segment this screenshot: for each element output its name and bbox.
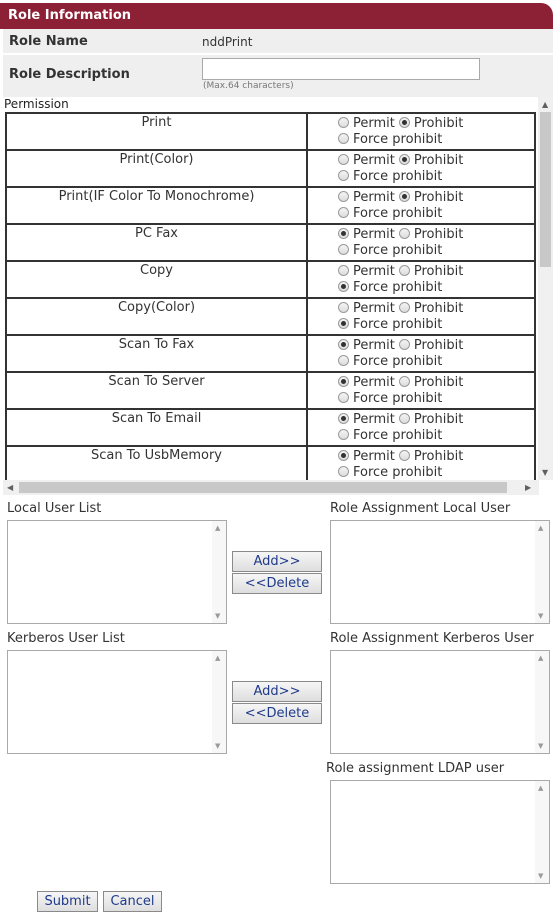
scroll-up-arrow-icon[interactable]: ▲ [215,524,221,532]
kerberos-user-list-label: Kerberos User List [7,631,125,646]
role-name-label: Role Name [9,34,88,49]
scroll-left-arrow-icon[interactable]: ◀ [7,483,14,492]
kerberos-user-listbox[interactable] [7,650,227,754]
prohibit-radio[interactable] [399,339,410,350]
submit-button[interactable]: Submit [37,891,98,912]
scroll-up-arrow-icon[interactable]: ▲ [542,100,549,109]
permission-option-permit[interactable] [338,264,395,280]
scroll-down-arrow-icon[interactable]: ▼ [215,742,221,750]
force-radio[interactable] [338,392,349,403]
permission-options [307,113,535,150]
prohibit-radio[interactable] [399,265,410,276]
force-radio-label: Force prohibit [353,243,443,258]
prohibit-radio-label: Prohibit [413,449,464,464]
scroll-down-arrow-icon[interactable]: ▼ [538,612,544,620]
permission-options [307,261,535,298]
prohibit-radio-label: Prohibit [413,301,464,316]
role-assignment-local-user-listbox[interactable] [330,520,550,624]
scroll-down-arrow-icon[interactable]: ▼ [538,872,544,880]
force-radio[interactable] [338,170,349,181]
listbox-scrollbar[interactable] [535,651,549,753]
permission-option-prohibit[interactable] [399,153,463,169]
permit-radio-label: Permit [353,338,395,353]
prohibit-radio[interactable] [399,154,410,165]
role-name-value: nddPrint [202,35,253,49]
permission-options [307,150,535,187]
force-radio-label: Force prohibit [353,132,443,147]
prohibit-radio[interactable] [399,228,410,239]
permission-row [6,298,535,335]
prohibit-radio-label: Prohibit [413,227,464,242]
prohibit-radio-label: Prohibit [413,375,464,390]
listbox-scrollbar[interactable] [535,781,549,883]
permission-vertical-scrollbar[interactable] [538,97,553,480]
permission-scroll-area [5,112,536,480]
permit-radio-label: Permit [353,153,395,168]
permission-options [307,335,535,372]
permission-horizontal-scrollbar[interactable] [3,480,539,495]
permission-name: Copy(Color) [6,298,307,335]
prohibit-radio-label: Prohibit [413,190,464,205]
force-radio[interactable] [338,318,349,329]
local-user-listbox[interactable] [7,520,227,624]
role-description-hint: (Max.64 characters) [203,81,294,91]
permission-options [307,409,535,446]
permission-name: Print(Color) [6,150,307,187]
permission-option-permit[interactable] [338,190,395,206]
permission-option-force[interactable] [338,391,442,407]
permission-option-permit[interactable] [338,116,395,132]
permission-row [6,224,535,261]
permit-radio-label: Permit [353,412,395,427]
permit-radio[interactable] [338,191,349,202]
force-radio[interactable] [338,466,349,477]
permission-name: Copy [6,261,307,298]
prohibit-radio-label: Prohibit [413,264,464,279]
kerberos-delete-button[interactable]: <<Delete [232,703,322,724]
prohibit-radio[interactable] [399,413,410,424]
permission-option-prohibit[interactable] [399,264,463,280]
permission-option-prohibit[interactable] [399,116,463,132]
force-radio[interactable] [338,281,349,292]
permission-name: Scan To Email [6,409,307,446]
listbox-scrollbar[interactable] [212,521,226,623]
permission-name: Scan To Fax [6,335,307,372]
permission-option-force[interactable] [338,354,442,370]
permit-radio[interactable] [338,376,349,387]
force-radio[interactable] [338,355,349,366]
role-assignment-local-user-label: Role Assignment Local User [330,501,511,516]
permission-option-prohibit[interactable] [399,412,463,428]
role-assignment-kerberos-user-listbox[interactable] [330,650,550,754]
kerberos-add-button[interactable]: Add>> [232,681,322,702]
listbox-scrollbar[interactable] [212,651,226,753]
permit-radio-label: Permit [353,301,395,316]
role-assignment-ldap-user-listbox[interactable] [330,780,550,884]
force-radio-label: Force prohibit [353,428,443,443]
permission-options [307,224,535,261]
prohibit-radio[interactable] [399,117,410,128]
force-radio-label: Force prohibit [353,465,443,480]
permission-name: Print [6,113,307,150]
permit-radio-label: Permit [353,227,395,242]
permission-option-permit[interactable] [338,227,395,243]
permission-row [6,261,535,298]
permission-option-permit[interactable] [338,153,395,169]
scroll-down-arrow-icon[interactable]: ▼ [538,742,544,750]
force-radio[interactable] [338,244,349,255]
permission-options [307,298,535,335]
force-radio-label: Force prohibit [353,280,443,295]
scroll-right-arrow-icon[interactable]: ▶ [525,483,532,492]
permission-row [6,150,535,187]
prohibit-radio-label: Prohibit [413,116,464,131]
permission-panel [3,97,553,497]
permission-label: Permission [4,97,69,111]
permission-options [307,187,535,224]
local-user-list-label: Local User List [7,501,102,516]
permission-option-force[interactable] [338,428,442,444]
permission-option-prohibit[interactable] [399,301,463,317]
prohibit-radio-label: Prohibit [413,338,464,353]
listbox-scrollbar[interactable] [535,521,549,623]
permission-option-permit[interactable] [338,449,395,465]
permission-option-permit[interactable] [338,375,395,391]
permission-option-permit[interactable] [338,301,395,317]
permission-row [6,446,535,480]
force-radio-label: Force prohibit [353,206,443,221]
permit-radio-label: Permit [353,190,395,205]
permission-options [307,372,535,409]
permission-name: Scan To Server [6,372,307,409]
permission-name: Scan To UsbMemory [6,446,307,480]
permit-radio-label: Permit [353,116,395,131]
prohibit-radio[interactable] [399,302,410,313]
permit-radio[interactable] [338,228,349,239]
permit-radio[interactable] [338,339,349,350]
permission-option-prohibit[interactable] [399,375,463,391]
permission-option-force[interactable] [338,280,442,296]
permit-radio-label: Permit [353,375,395,390]
permission-option-force[interactable] [338,206,442,222]
prohibit-radio[interactable] [399,376,410,387]
permission-row [6,113,535,150]
permit-radio[interactable] [338,302,349,313]
force-radio-label: Force prohibit [353,317,443,332]
scroll-up-arrow-icon[interactable]: ▲ [538,524,544,532]
cancel-button[interactable]: Cancel [103,891,162,912]
force-radio[interactable] [338,429,349,440]
force-radio-label: Force prohibit [353,169,443,184]
permission-option-prohibit[interactable] [399,227,463,243]
local-add-button[interactable]: Add>> [232,551,322,572]
scroll-up-arrow-icon[interactable]: ▲ [215,654,221,662]
permit-radio[interactable] [338,117,349,128]
permit-radio[interactable] [338,413,349,424]
permission-row [6,409,535,446]
force-radio[interactable] [338,207,349,218]
vertical-scroll-thumb[interactable] [540,112,551,267]
permit-radio[interactable] [338,265,349,276]
permission-options [307,446,535,480]
role-assignment-ldap-user-label: Role assignment LDAP user [326,761,505,776]
permission-name: PC Fax [6,224,307,261]
permission-option-force[interactable] [338,132,442,148]
role-information-header [0,3,553,29]
permit-radio[interactable] [338,450,349,461]
permission-name: Print(IF Color To Monochrome) [6,187,307,224]
permit-radio-label: Permit [353,449,395,464]
local-delete-button[interactable]: <<Delete [232,573,322,594]
permit-radio-label: Permit [353,264,395,279]
permission-option-prohibit[interactable] [399,338,463,354]
role-description-label: Role Description [9,67,130,82]
permit-radio[interactable] [338,154,349,165]
permission-row [6,187,535,224]
permission-option-permit[interactable] [338,338,395,354]
scroll-up-arrow-icon[interactable]: ▲ [538,784,544,792]
permission-row [6,372,535,409]
scroll-down-arrow-icon[interactable]: ▼ [215,612,221,620]
permission-option-force[interactable] [338,465,442,480]
horizontal-scroll-thumb[interactable] [19,482,507,493]
permission-option-prohibit[interactable] [399,190,463,206]
scroll-down-arrow-icon[interactable]: ▼ [542,468,549,477]
role-description-input[interactable] [202,58,480,80]
permission-option-force[interactable] [338,169,442,185]
role-name-row [3,29,553,54]
scroll-up-arrow-icon[interactable]: ▲ [538,654,544,662]
force-radio-label: Force prohibit [353,354,443,369]
force-radio-label: Force prohibit [353,391,443,406]
permission-row [6,335,535,372]
prohibit-radio[interactable] [399,450,410,461]
prohibit-radio-label: Prohibit [413,153,464,168]
header-title: Role Information [8,8,132,23]
permission-table [5,112,536,480]
role-description-row [3,55,553,98]
permission-option-force[interactable] [338,317,442,333]
force-radio[interactable] [338,133,349,144]
role-assignment-kerberos-user-label: Role Assignment Kerberos User [330,631,534,646]
permission-option-permit[interactable] [338,412,395,428]
permission-option-prohibit[interactable] [399,449,463,465]
prohibit-radio-label: Prohibit [413,412,464,427]
permission-option-force[interactable] [338,243,442,259]
prohibit-radio[interactable] [399,191,410,202]
